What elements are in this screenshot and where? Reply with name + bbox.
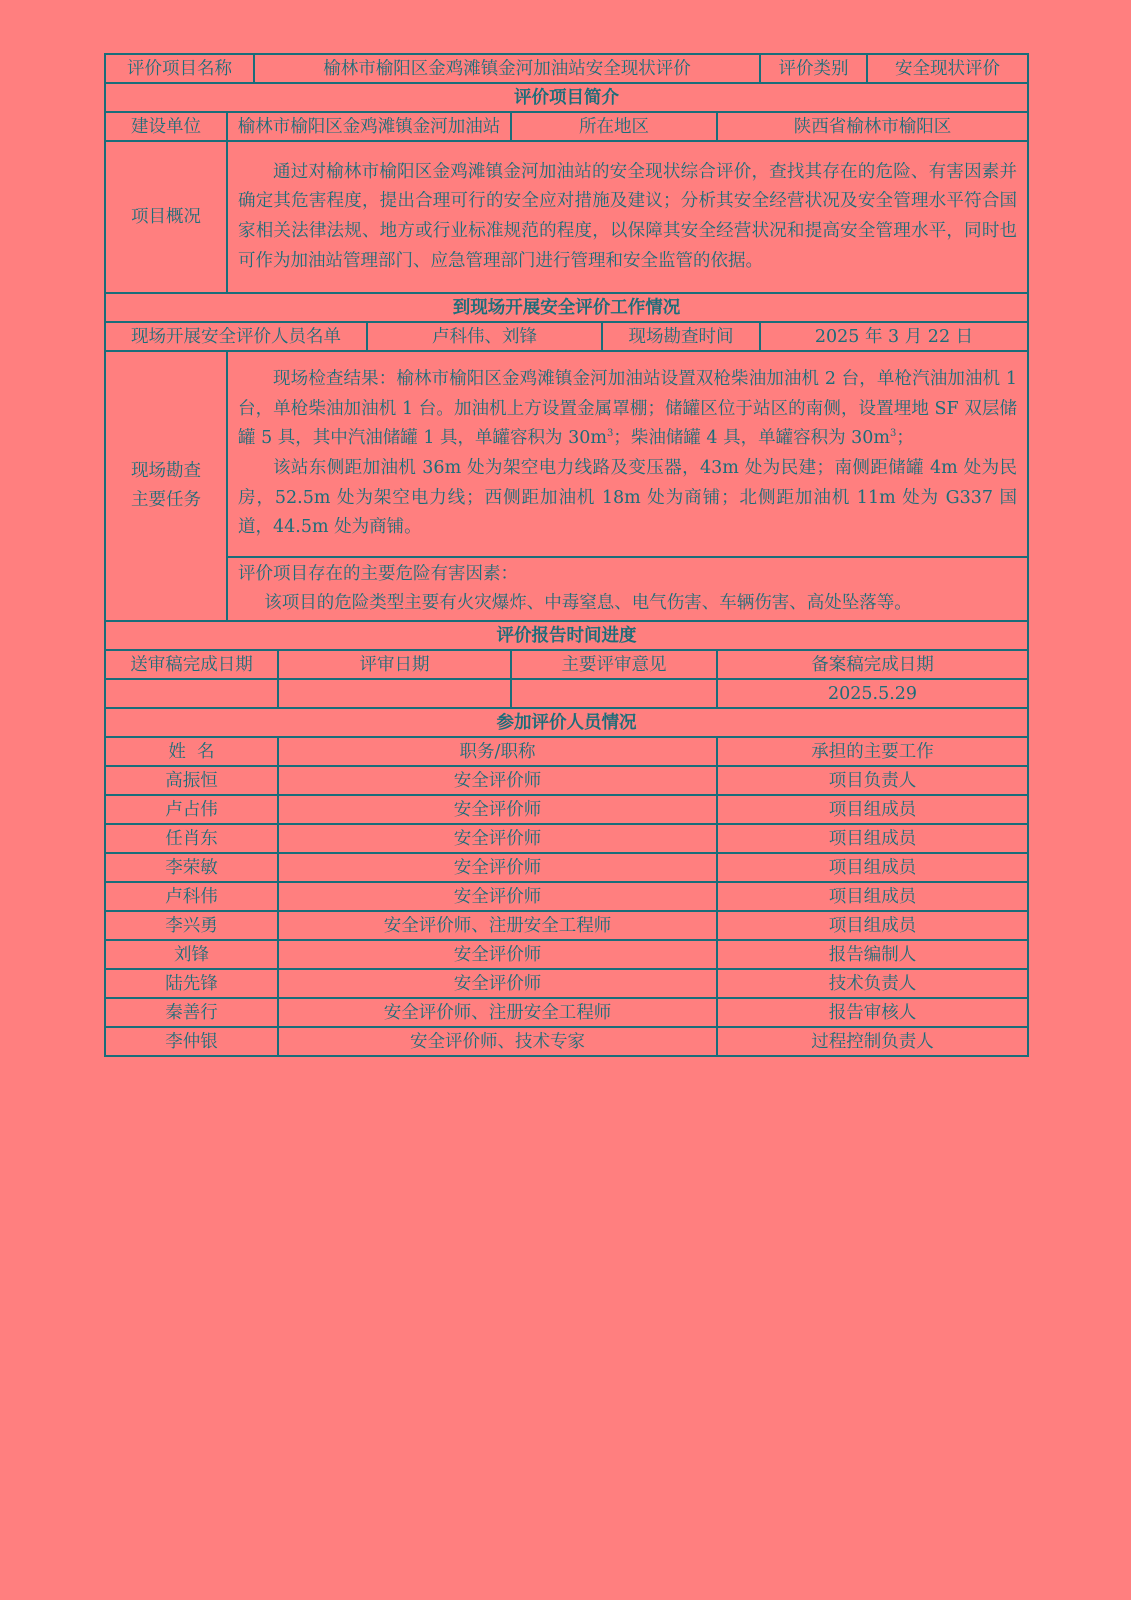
table-row [105,824,1028,853]
hazard-title: 评价项目存在的主要危险有害因素： [238,564,518,584]
staff-work: 项目负责人 [717,766,1028,795]
staff-work: 过程控制负责人 [717,1027,1028,1056]
staff-title: 安全评价师、注册安全工程师 [278,998,717,1027]
category-label: 评价类别 [760,54,867,83]
staff-name: 李荣敏 [105,853,278,882]
site-task-paragraph-2: 该站东侧距加油机 36m 处为架空电力线路及变压器，43m 处为民建；南侧距储罐 4m 处为民房，52.5m 处为架空电力线；西侧距加油机 18m 处为商铺；北侧距加油机 11m 处为 G337 国道，44.5m 处为商铺。 [238,458,1018,538]
site-task-text-1a: 现场检查结果：榆林市榆阳区金鸡滩镇金河加油站设置双枪柴油加油机 2 台，单枪汽油加油机 1 台，单枪柴油加油机 1 台。加油机上方设置金属罩棚；储罐区位于站区的南侧，设置埋地 SF 双层储罐 5 具，其中汽油储罐 1 具，单罐容积为 30m [238,368,1018,449]
site-task-row [105,351,1028,557]
schedule-value-submit [105,679,278,708]
staff-work: 项目组成员 [717,911,1028,940]
unit-label: 建设单位 [105,112,227,141]
staff-header-row [105,737,1028,766]
hazard-text: 该项目的危险类型主要有火灾爆炸、中毒窒息、电气伤害、车辆伤害、高处坠落等。 [264,593,912,613]
project-name-label: 评价项目名称 [105,54,254,83]
site-task-label-text: 现场勘查主要任务 [131,461,201,510]
table-row [105,940,1028,969]
schedule-header-row [105,650,1028,679]
section-title-site: 到现场开展安全评价工作情况 [105,293,1028,322]
staff-name: 高振恒 [105,766,278,795]
staff-title: 安全评价师 [278,969,717,998]
table-row [105,853,1028,882]
section-title-intro: 评价项目简介 [105,83,1028,112]
staff-title: 安全评价师、注册安全工程师 [278,911,717,940]
staff-work: 项目组成员 [717,853,1028,882]
staff-title: 安全评价师 [278,824,717,853]
site-time-label: 现场勘查时间 [602,322,760,351]
site-staff-value: 卢科伟、刘锋 [367,322,602,351]
table-row [105,882,1028,911]
staff-title: 安全评价师 [278,882,717,911]
staff-name: 卢科伟 [105,882,278,911]
table-row [105,1027,1028,1056]
schedule-header-opinion: 主要评审意见 [511,650,717,679]
superscript-3: 3 [890,428,897,440]
site-staff-row [105,322,1028,351]
unit-row [105,112,1028,141]
staff-work: 技术负责人 [717,969,1028,998]
hazard-cell [227,557,1028,621]
staff-title: 安全评价师 [278,940,717,969]
hazard-row [105,557,1028,621]
staff-title: 安全评价师 [278,766,717,795]
staff-work: 报告编制人 [717,940,1028,969]
overview-row [105,141,1028,293]
site-task-text-1c: ； [896,428,914,449]
schedule-header-filing: 备案稿完成日期 [717,650,1028,679]
staff-name: 秦善行 [105,998,278,1027]
staff-title: 安全评价师 [278,853,717,882]
staff-header-name: 姓 名 [105,737,278,766]
staff-name: 任肖东 [105,824,278,853]
overview-cell [227,141,1028,293]
superscript-3: 3 [606,428,614,440]
table-row [105,911,1028,940]
evaluation-form-table [104,53,1029,1057]
overview-text: 通过对榆林市榆阳区金鸡滩镇金河加油站的安全现状综合评价，查找其存在的危险、有害因素并确定其危害程度，提出合理可行的安全应对措施及建议；分析其安全经营状况及安全管理水平符合国家相关法律法规、地方或行业标准规范的程度，以保障其安全经营状况和提高安全管理水平，同时也可作为加油站管理部门、应急管理部门进行管理和安全监管的依据。 [238,161,1018,271]
schedule-value-opinion [511,679,717,708]
staff-name: 李兴勇 [105,911,278,940]
site-task-paragraph-1 [238,365,1017,454]
project-name-value: 榆林市榆阳区金鸡滩镇金河加油站安全现状评价 [254,54,760,83]
staff-work: 项目组成员 [717,882,1028,911]
region-label: 所在地区 [511,112,717,141]
site-time-value: 2025 年 3 月 22 日 [760,322,1028,351]
region-value: 陕西省榆林市榆阳区 [717,112,1028,141]
staff-header-work: 承担的主要工作 [717,737,1028,766]
schedule-value-review [278,679,511,708]
table-row [105,969,1028,998]
table-row [105,998,1028,1027]
staff-work: 项目组成员 [717,795,1028,824]
site-task-cell [227,351,1028,557]
schedule-header-submit: 送审稿完成日期 [105,650,278,679]
staff-name: 李仲银 [105,1027,278,1056]
section-title-staff: 参加评价人员情况 [105,708,1028,737]
staff-name: 陆先锋 [105,969,278,998]
staff-work: 项目组成员 [717,824,1028,853]
site-task-label [105,351,227,621]
staff-title: 安全评价师、技术专家 [278,1027,717,1056]
schedule-header-review: 评审日期 [278,650,511,679]
staff-work: 报告审核人 [717,998,1028,1027]
staff-header-title: 职务/职称 [278,737,717,766]
staff-name: 刘锋 [105,940,278,969]
category-value: 安全现状评价 [867,54,1028,83]
section-title-schedule: 评价报告时间进度 [105,621,1028,650]
schedule-value-filing: 2025.5.29 [717,679,1028,708]
site-task-text-1b: ；柴油储罐 4 具，单罐容积为 30m [613,428,891,449]
schedule-value-row [105,679,1028,708]
project-name-row [105,54,1028,83]
staff-name: 卢占伟 [105,795,278,824]
table-row [105,766,1028,795]
overview-label: 项目概况 [105,141,227,293]
staff-title: 安全评价师 [278,795,717,824]
unit-value: 榆林市榆阳区金鸡滩镇金河加油站 [227,112,511,141]
site-staff-label: 现场开展安全评价人员名单 [105,322,367,351]
table-row [105,795,1028,824]
